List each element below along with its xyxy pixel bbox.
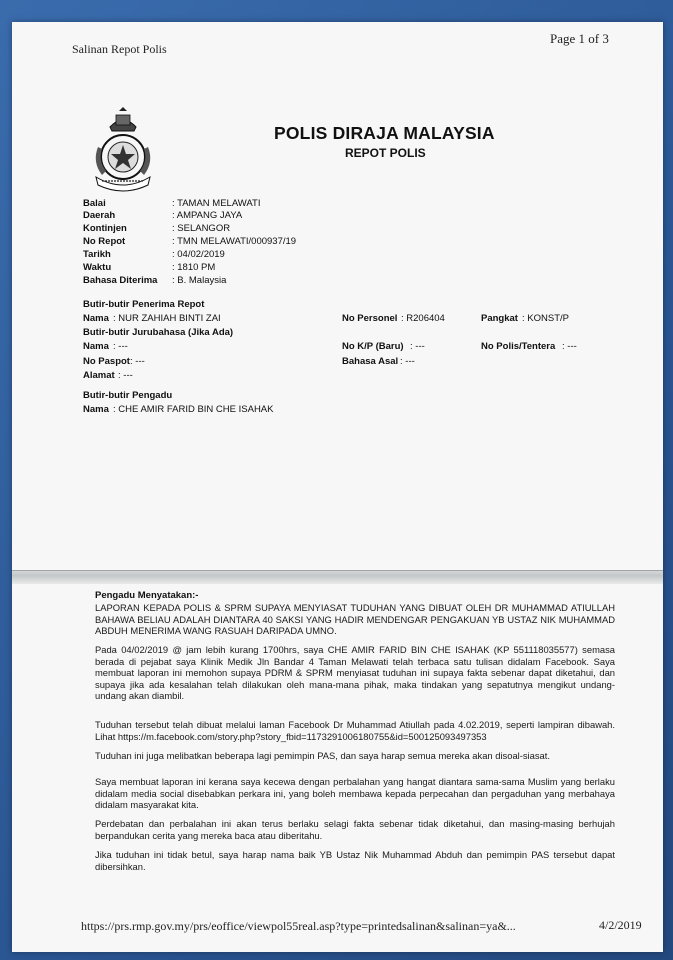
- detail-value: : AMPANG JAYA: [172, 210, 243, 221]
- rank-label: Pangkat: [481, 313, 518, 324]
- statement-heading: Pengadu Menyatakan:-: [95, 590, 199, 601]
- statement-paragraph: Pada 04/02/2019 @ jam lebih kurang 1700hrs, saya CHE AMIR FARID BIN CHE ISAHAK (KP 551118035577) semasa berada di pejabat saya Klinik Medik Jln Bandar 4 Taman Melawati telah terbaca satu tulisan didalam Facebook. Saya membuat laporan ini memohon supaya PDRM & SPRM menyiasat tuduhan ini supaya fakta sebenar dapat diketahui, dan supaya jika ada kesalahan telah dilakukan oleh mana-mana pihak, maka tindakan yang sepatutnya mengikut undang-undang akan diambil.: [95, 644, 615, 701]
- origin-language-label: Bahasa Asal: [342, 356, 399, 367]
- footer-url: https://prs.rmp.gov.my/prs/eoffice/viewpol55real.asp?type=printedsalinan&salinan=ya&...: [81, 919, 516, 933]
- interpreter-name-value: : ---: [113, 341, 128, 352]
- footer-date: 4/2/2019: [599, 918, 642, 932]
- detail-label: No Repot: [83, 236, 126, 247]
- detail-value: : TAMAN MELAWATI: [172, 198, 261, 209]
- interpreter-heading: Butir-butir Jurubahasa (Jika Ada): [83, 327, 234, 338]
- organization-title: POLIS DIRAJA MALAYSIA: [274, 123, 495, 143]
- detail-label: Tarikh: [83, 249, 111, 260]
- complainant-heading: Butir-butir Pengadu: [83, 390, 173, 401]
- document-title: REPOT POLIS: [345, 146, 426, 160]
- passport-value: : ---: [130, 356, 145, 367]
- statement-paragraph: Saya membuat laporan ini kerana saya kecewa dengan perbalahan yang hangat diantara sama-sama Muslim yang berlaku didalam media social disebabkan perkara ini, yang boleh membawa kepada perpecahan dan pergaduhan yang merbahaya didalam masyarakat kita.: [95, 776, 615, 810]
- receiver-name-label: Nama: [83, 313, 109, 324]
- detail-value: : 04/02/2019: [172, 249, 225, 260]
- detail-label: Kontinjen: [83, 223, 127, 234]
- statement-paragraph: Jika tuduhan ini tidak betul, saya harap nama baik YB Ustaz Nik Muhammad Abduh dan pemimpin PAS tersebut dapat dibersihkan.: [95, 849, 615, 872]
- statement-paragraph: LAPORAN KEPADA POLIS & SPRM SUPAYA MENYIASAT TUDUHAN YANG DIBUAT OLEH DR MUHAMMAD ATIULLAH BAHAWA BELIAU ADALAH DIANTARA 40 SAKSI YANG HADIR MENDENGAR PENGAKUAN YB USTAZ NIK MUHAMMAD ABDUH MENERIMA WANG RASUAH DARIPADA UMNO.: [95, 602, 615, 636]
- personnel-no-label: No Personel: [342, 313, 398, 324]
- detail-value: : 1810 PM: [172, 262, 216, 273]
- address-value: : ---: [118, 370, 133, 381]
- rank-value: : KONST/P: [522, 313, 569, 324]
- police-no-label: No Polis/Tentera: [481, 341, 556, 352]
- detail-label: Bahasa Diterima: [83, 275, 158, 286]
- paper-fold: [12, 570, 663, 584]
- detail-value: : TMN MELAWATI/000937/19: [172, 236, 297, 247]
- detail-label: Daerah: [83, 210, 116, 221]
- page-number: Page 1 of 3: [550, 31, 609, 46]
- statement-paragraph: Tuduhan tersebut telah dibuat melalui laman Facebook Dr Muhammad Atiullah pada 4.02.2019, seperti lampiran dibawah. Lihat https://m.facebook.com/story.php?story_fbid=1173291006180755&id=500125093497353: [95, 719, 615, 742]
- personnel-no-value: : R206404: [401, 313, 445, 324]
- police-no-value: : ---: [562, 341, 577, 352]
- complainant-name-value: : CHE AMIR FARID BIN CHE ISAHAK: [113, 404, 274, 415]
- ic-no-value: : ---: [410, 341, 425, 352]
- statement-paragraph: Tuduhan ini juga melibatkan beberapa lagi pemimpin PAS, dan saya harap semua mereka akan disoal-siasat.: [95, 750, 550, 761]
- interpreter-name-label: Nama: [83, 341, 109, 352]
- ic-no-label: No K/P (Baru): [342, 341, 404, 352]
- complainant-name-label: Nama: [83, 404, 109, 415]
- detail-value: : SELANGOR: [172, 223, 231, 234]
- police-report-page: [12, 22, 663, 952]
- fold-edge: [12, 570, 663, 571]
- statement-paragraph: Perdebatan dan perbalahan ini akan terus berlaku selagi fakta sebenar tidak diketahui, dan masing-masing berhujah berpandukan cerita yang mereka baca atau diberitahu.: [95, 818, 615, 841]
- detail-value: : B. Malaysia: [172, 275, 227, 286]
- origin-language-value: : ---: [400, 356, 415, 367]
- police-crest-logo: [88, 107, 158, 193]
- passport-label: No Paspot: [83, 356, 130, 367]
- detail-label: Waktu: [83, 262, 112, 273]
- copy-label: Salinan Repot Polis: [72, 42, 167, 56]
- detail-label: Balai: [83, 198, 106, 209]
- address-label: Alamat: [83, 370, 115, 381]
- receiver-heading: Butir-butir Penerima Repot: [83, 299, 205, 310]
- receiver-name-value: : NUR ZAHIAH BINTI ZAI: [113, 313, 221, 324]
